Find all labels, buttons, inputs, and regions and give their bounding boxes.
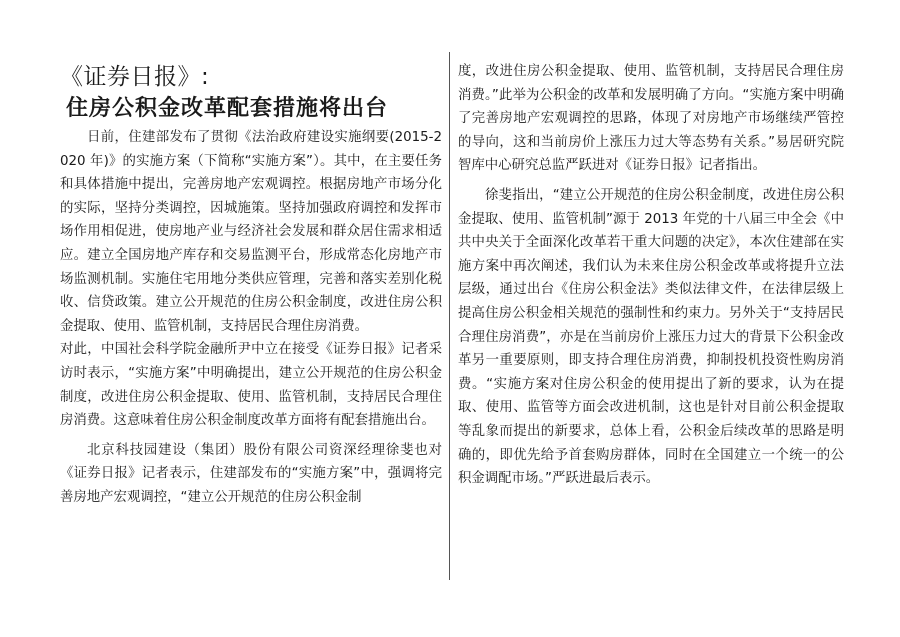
headline: 住房公积金改革配套措施将出台 (66, 96, 389, 121)
paragraph: 北京科技园建设（集团）股份有限公司资深经理徐斐也对《证券日报》记者表示，住建部发布的“实施方案”中，强调将完善房地产宏观调控，“建立公开规范的住房公积金制 (60, 442, 442, 505)
paragraph: 对此，中国社会科学院金融所尹中立在接受《证券日报》记者采访时表示，“实施方案”中明确提出，建立公开规范的住房公积金制度，改进住房公积金提取、使用、监管机制，支持居民合理住房消费。这意味着住房公积金制度改革方面将有配套措施出台。 (60, 342, 442, 429)
paragraph: 徐斐指出，“建立公开规范的住房公积金制度，改进住房公积金提取、使用、监管机制”源于 2013 年党的十八届三中全会《中共中央关于全面深化改革若干重大问题的决定》，本次住建部在实施方案中再次阐述，我们认为未来住房公积金改革或将提升立法层级，通过出台《住房公积金法》类似法律文件，在法律层级上提高住房公积金相关规范的强制性和约束力。另外关于“支持居民合理住房消费”，亦是在当前房价上涨压力过大的背景下公积金改革另一重要原则，即支持合理住房消费，抑制投机投资性购房消费。“实施方案对住房公积金的使用提出了新的要求，认为在提取、使用、监管等方面会改进机制，这也是针对目前公积金提取等乱象而提出的新要求，总体上看，公积金后续改革的思路是明确的，即优先给予首套购房群体，同时在全国建立一个统一的公积金调配市场。”严跃进最后表示。 (458, 187, 844, 487)
right-column (458, 60, 844, 491)
paragraph: 度，改进住房公积金提取、使用、监管机制，支持居民合理住房消费。”此举为公积金的改革和发展明确了方向。“实施方案中明确了完善房地产宏观调控的思路，体现了对房地产市场继续严管控的导向，这和当前房价上涨压力过大等态势有关系。”易居研究院智库中心研究总监严跃进对《证券日报》记者指出。 (458, 64, 844, 174)
source-title: 《证券日报》: (60, 64, 210, 90)
column-divider (449, 52, 450, 580)
paragraph: 日前，住建部发布了贯彻《法治政府建设实施纲要(2015-2020 年)》的实施方案（下简称“实施方案”）。其中，在主要任务和具体措施中提出，完善房地产宏观调控。根据房地产市场分化的实际，坚持分类调控，因城施策。坚持加强政府调控和发挥市场作用相促进，使房地产业与经济社会发展和群众居住需求相适应。建立全国房地产库存和交易监测平台，形成常态化房地产市场监测机制。实施住宅用地分类供应管理，完善和落实差别化税收、信贷政策。建立公开规范的住房公积金制度，改进住房公积金提取、使用、监管机制，支持居民合理住房消费。 (60, 130, 442, 334)
left-column (60, 62, 442, 510)
